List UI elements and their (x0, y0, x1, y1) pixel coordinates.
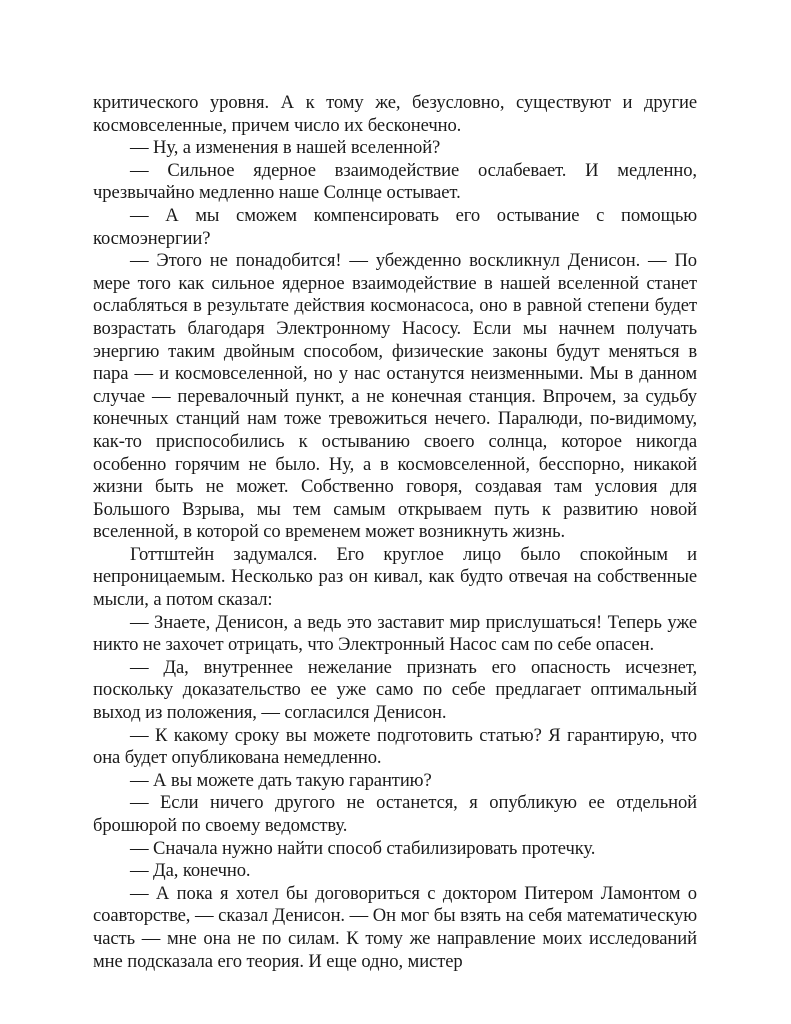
document-page (93, 92, 697, 973)
paragraph: — А пока я хотел бы договориться с доктором Питером Ламонтом о соавторстве, — сказал Денисон. — Он мог бы взять на себя математическую часть — мне она не по силам. К тому же направление моих исследований мне подсказала его теория. И еще одно, мистер (93, 882, 697, 972)
paragraph: — Да, внутреннее нежелание признать его опасность исчезнет, поскольку доказательство ее уже само по себе предлагает оптимальный выход из положения, — согласился Денисон. (93, 656, 697, 724)
paragraph: — К какому сроку вы можете подготовить статью? Я гарантирую, что она будет опубликована немедленно. (93, 724, 697, 769)
paragraph: — А вы можете дать такую гарантию? (130, 769, 432, 791)
paragraph: — Сильное ядерное взаимодействие ослабевает. И медленно, чрезвычайно медленно наше Солнце остывает. (93, 159, 697, 204)
paragraph: — Сначала нужно найти способ стабилизировать протечку. (130, 837, 596, 859)
paragraph: — Если ничего другого не останется, я опубликую ее отдельной брошюрой по своему ведомству. (93, 792, 697, 836)
paragraph: — Ну, а изменения в нашей вселенной? (130, 137, 441, 159)
paragraph: — А мы сможем компенсировать его остывание с помощью космоэнергии? (93, 204, 697, 249)
paragraph: Готтштейн задумался. Его круглое лицо было спокойным и непроницаемым. Несколько раз он кивал, как будто отвечая на собственные мысли, а потом сказал: (93, 543, 697, 611)
paragraph: критического уровня. А к тому же, безусловно, существуют и другие космовселенные, причем число их бесконечно. (93, 92, 697, 136)
paragraph: — Этого не понадобится! — убежденно воскликнул Денисон. — По мере того как сильное ядерное взаимодействие в нашей вселенной станет ослабляться в результате действия космонасоса, оно в равной степени будет возрастать благодаря Электронному Насосу. Если мы начнем получать энергию таким двойным способом, физические законы будут меняться в пара — и космовселенной, но у нас останутся неизменными. Мы в данном случае — перевалочный пункт, а не конечная станция. Впрочем, за судьбу конечных станций нам тоже тревожиться нечего. Паралюди, по-видимому, как-то приспособились к остыванию своего солнца, которое никогда особенно горячим не было. Ну, а в космовселенной, бесспорно, никакой жизни быть не может. Собственно говоря, создавая там условия для Большого Взрыва, мы тем самым открываем путь к развитию новой вселенной, в которой со временем может возникнуть жизнь. (93, 250, 697, 543)
paragraph: — Да, конечно. (130, 860, 251, 882)
paragraph: — Знаете, Денисон, а ведь это заставит мир прислушаться! Теперь уже никто не захочет отрицать, что Электронный Насос сам по себе опасен. (93, 611, 697, 656)
